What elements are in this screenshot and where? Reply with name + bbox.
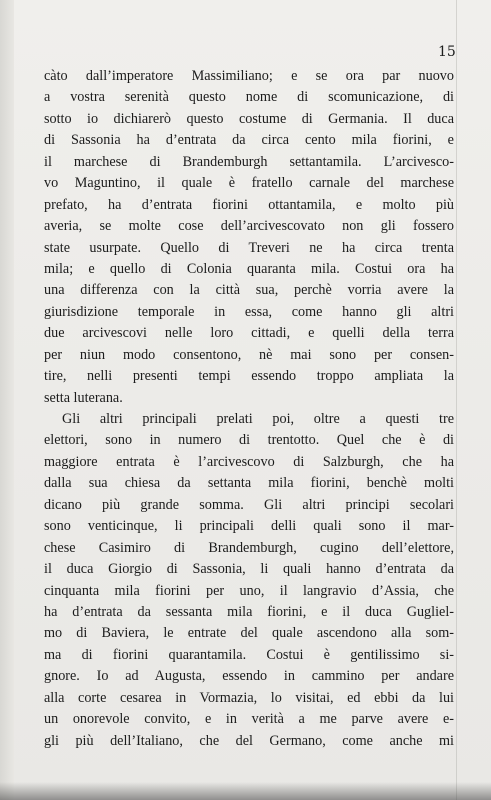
text-line: chese Casimiro di Brandemburgh, cugino dell’elettore, bbox=[44, 539, 454, 556]
text-line: prefato, ha d’entrata fiorini ottantamila, e molto più bbox=[44, 196, 454, 213]
text-line: tire, nelli presenti tempi essendo troppo ampliata la bbox=[44, 368, 454, 385]
text-line: sono venticinque, li principali delli quali sono il mar- bbox=[44, 518, 454, 535]
page-number: 15 bbox=[438, 44, 456, 60]
text-line: una differenza con la città sua, perchè vorria avere la bbox=[44, 282, 454, 299]
text-line: cinquanta mila fiorini per uno, il langravio d’Assia, che bbox=[44, 582, 454, 599]
text-line: sotto io dichiarerò questo costume di Germania. Il duca bbox=[44, 110, 454, 127]
text-line: Gli altri principali prelati poi, oltre a questi tre bbox=[62, 411, 454, 427]
text-line: vo Maguntino, il quale è fratello carnale del marchese bbox=[44, 175, 454, 192]
body-text bbox=[44, 66, 454, 752]
text-line: per niun modo consentono, nè mai sono per consen- bbox=[44, 346, 454, 363]
text-line: elettori, sono in numero di trentotto. Quel che è di bbox=[44, 432, 454, 449]
text-line: ma di fiorini quarantamila. Costui è gentilissimo si- bbox=[44, 646, 454, 663]
text-line: il duca Giorgio di Sassonia, li quali hanno d’entrata da bbox=[44, 561, 454, 578]
text-line: di Sassonia ha d’entrata da circa cento mila fiorini, e bbox=[44, 132, 454, 149]
text-line: un onorevole convito, e in verità a me parve avere e- bbox=[44, 711, 454, 728]
text-line: averia, se molte cose dell’arcivescovato non gli fossero bbox=[44, 218, 454, 235]
text-line: dicano più grande somma. Gli altri principi secolari bbox=[44, 496, 454, 513]
text-line: ha d’entrata da sessanta mila fiorini, e il duca Gugliel- bbox=[44, 603, 454, 620]
text-line: il marchese di Brandemburgh settantamila. L’arcivesco- bbox=[44, 153, 454, 170]
text-line: alla corte cesarea in Vormazia, lo visitai, ed ebbi da lui bbox=[44, 689, 454, 706]
text-line: giurisdizione temporale in essa, come hanno gli altri bbox=[44, 303, 454, 320]
text-line: due arcivescovi nelle loro cittadi, e quelli della terra bbox=[44, 325, 454, 342]
text-line: dalla sua chiesa da settanta mila fiorini, benchè molti bbox=[44, 475, 454, 492]
page-fold-line bbox=[456, 0, 457, 800]
text-line: gli più dell’Italiano, che del Germano, come anche mi bbox=[44, 732, 454, 749]
text-line: càto dall’imperatore Massimiliano; e se ora par nuovo bbox=[44, 68, 454, 84]
paragraph-1 bbox=[44, 66, 454, 409]
paragraph-2 bbox=[44, 409, 454, 752]
text-line: setta luterana. bbox=[44, 389, 123, 406]
text-line: maggiore entrata è l’arcivescovo di Salzburgh, che ha bbox=[44, 453, 454, 470]
text-line: gnore. Io ad Augusta, essendo in cammino per andare bbox=[44, 668, 454, 685]
text-line: mo di Baviera, le entrate del quale ascendono alla som- bbox=[44, 625, 454, 642]
text-line: state usurpate. Quello di Treveri ne ha circa trenta bbox=[44, 239, 454, 256]
text-line: mila; e quello di Colonia quaranta mila. Costui ora ha bbox=[44, 260, 454, 277]
page-edge bbox=[0, 0, 14, 800]
text-line: a vostra serenità questo nome di scomunicazione, di bbox=[44, 89, 454, 106]
page-bottom-shadow bbox=[0, 782, 491, 800]
